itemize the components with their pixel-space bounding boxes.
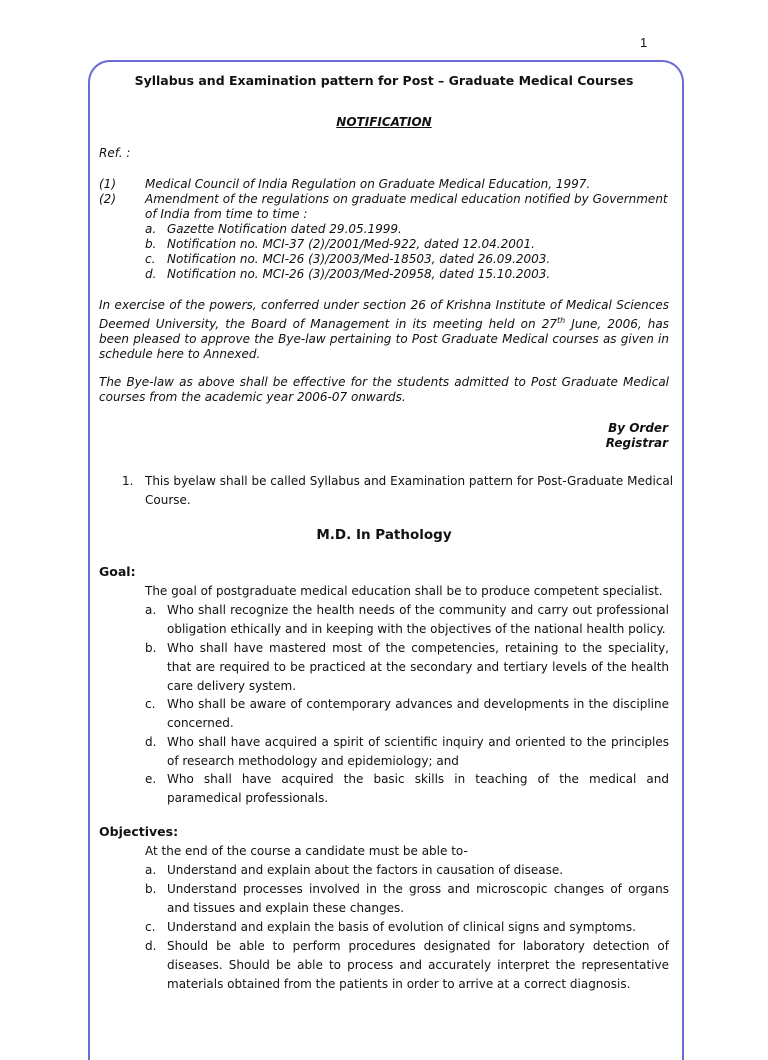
sub-ref-marker: a. <box>145 222 157 236</box>
registrar: Registrar <box>605 436 668 450</box>
byelaw-text: This byelaw shall be called Syllabus and Examination pattern for Post-Graduate Medical <box>145 474 674 488</box>
sub-ref-marker: c. <box>145 252 156 266</box>
ref-text: Medical Council of India Regulation on Graduate Medical Education, 1997. <box>145 177 591 191</box>
byelaw-text-continued: Course. <box>145 493 191 507</box>
sub-ref-text: Notification no. MCI-37 (2)/2001/Med-922, dated 12.04.2001. <box>167 237 535 251</box>
sub-ref-text: Gazette Notification dated 29.05.1999. <box>167 222 402 236</box>
goal-intro: The goal of postgraduate medical education shall be to produce competent specialist. <box>145 584 663 598</box>
by-order: By Order <box>608 421 668 435</box>
notification-heading: NOTIFICATION <box>336 115 432 129</box>
goal-heading: Goal: <box>99 564 136 579</box>
document-title: Syllabus and Examination pattern for Post – Graduate Medical Courses <box>134 73 634 88</box>
byelaw-number: 1. <box>122 474 134 488</box>
ref-number: (2) <box>99 192 116 206</box>
objectives-heading: Objectives: <box>99 824 179 839</box>
sub-ref-text: Notification no. MCI-26 (3)/2003/Med-20958, dated 15.10.2003. <box>167 267 551 281</box>
sub-ref-text: Notification no. MCI-26 (3)/2003/Med-18503, dated 26.09.2003. <box>167 252 551 266</box>
page-number: 1 <box>640 35 648 50</box>
sub-ref-marker: b. <box>145 237 157 251</box>
sub-ref-marker: d. <box>145 267 157 281</box>
ref-number: (1) <box>99 177 116 191</box>
course-title: M.D. In Pathology <box>316 527 452 543</box>
exercise-paragraph: In exercise of the powers, conferred under section 26 of Krishna Institute of Medical Sciences Deemed University, the Board of Management in its meeting held on 27th June, 2006, has been pleased to approve the Bye-law pertaining to Post Graduate Medical courses as given in schedule here to Annexed. <box>99 298 669 361</box>
ref-text: Amendment of the regulations on graduate medical education notified by Government <box>145 192 668 206</box>
objectives-intro: At the end of the course a candidate must be able to- <box>145 844 468 858</box>
effective-paragraph: The Bye-law as above shall be effective for the students admitted to Post Graduate Medical courses from the academic year 2006-07 onwards. <box>99 375 669 404</box>
ref-text-continued: of India from time to time : <box>145 207 308 221</box>
ref-label: Ref. : <box>99 146 131 160</box>
